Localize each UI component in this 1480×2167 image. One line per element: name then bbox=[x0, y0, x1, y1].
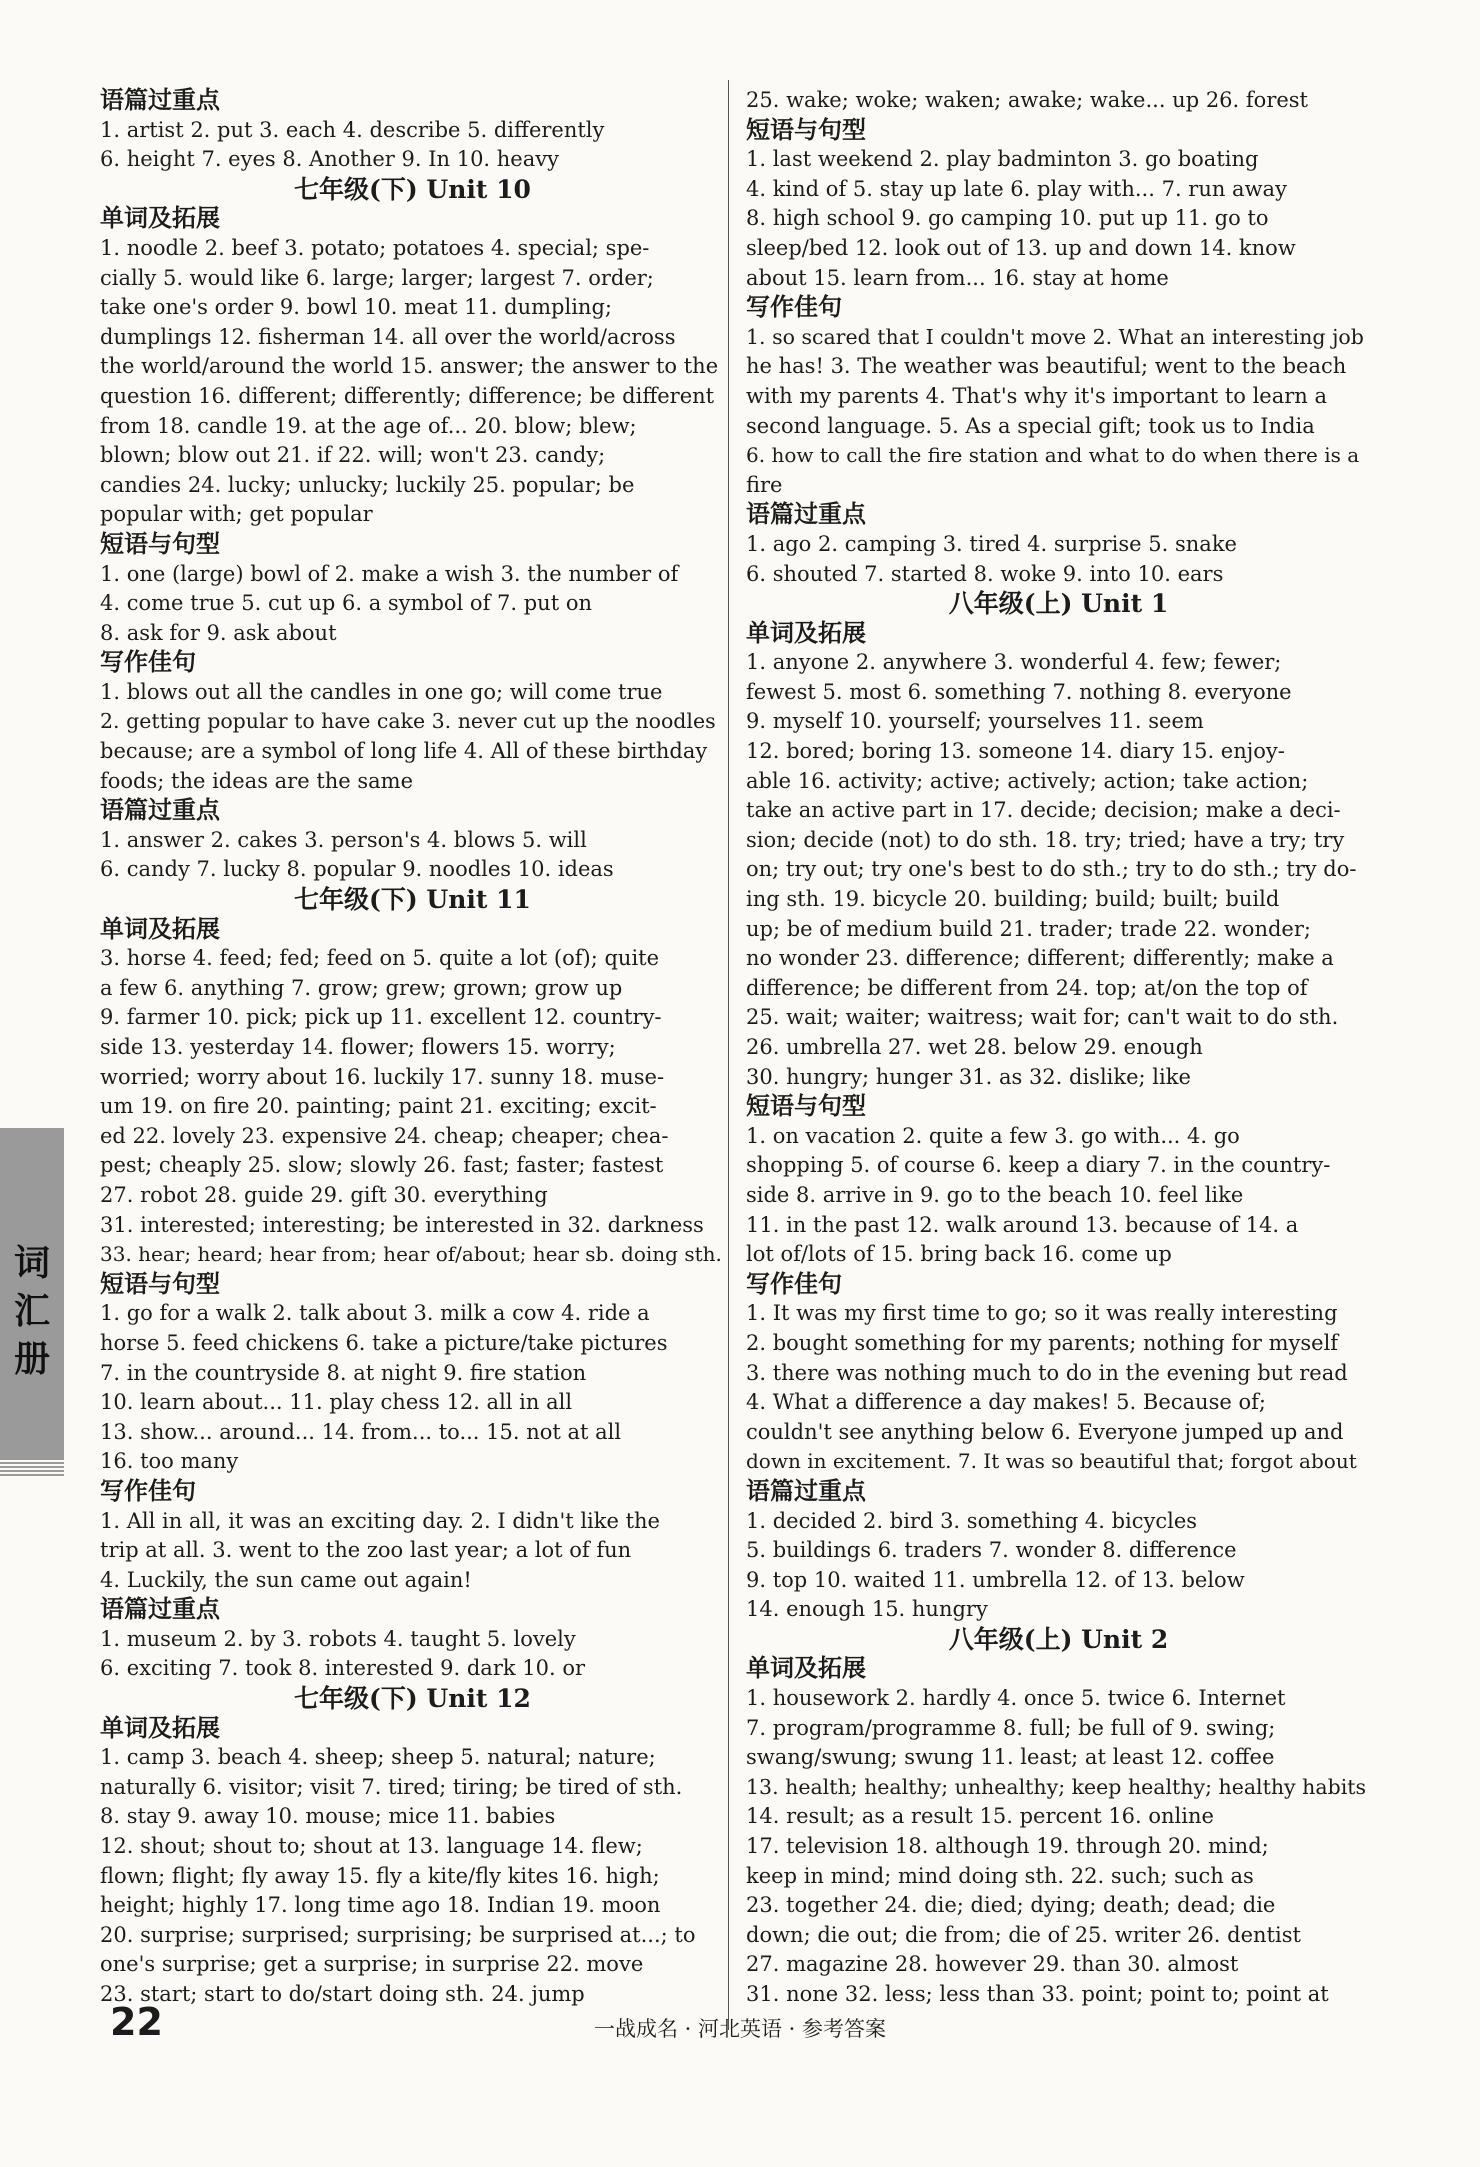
answer-line: 4. Luckily, the sun came out again! bbox=[100, 1567, 472, 1592]
answer-line: second language. 5. As a special gift; took us to India bbox=[746, 413, 1315, 438]
answer-line: 2. bought something for my parents; nothing for myself bbox=[746, 1330, 1339, 1355]
answer-line: lot of/lots of 15. bring back 16. come up bbox=[746, 1242, 1172, 1267]
answer-line: naturally 6. visitor; visit 7. tired; tiring; be tired of sth. bbox=[100, 1774, 683, 1799]
answer-line: 31. interested; interesting; be interested in 32. darkness bbox=[100, 1212, 704, 1237]
answer-line: pest; cheaply 25. slow; slowly 26. fast; faster; fastest bbox=[100, 1153, 664, 1178]
answer-line: 1. housework 2. hardly 4. once 5. twice 6. Internet bbox=[746, 1686, 1286, 1711]
section-heading: 写作佳句 bbox=[100, 1476, 196, 1505]
answer-line: side 13. yesterday 14. flower; flowers 15. worry; bbox=[100, 1035, 616, 1059]
answer-line: 25. wait; waiter; waitress; wait for; can't wait to do sth. bbox=[746, 1005, 1339, 1030]
answer-line: 6. exciting 7. took 8. interested 9. dark 10. or bbox=[100, 1656, 586, 1681]
answer-line: 9. farmer 10. pick; pick up 11. excellent 12. country- bbox=[100, 1005, 662, 1030]
answer-line: 14. enough 15. hungry bbox=[746, 1597, 988, 1622]
answer-line: 1. ago 2. camping 3. tired 4. surprise 5. snake bbox=[746, 531, 1237, 556]
answer-line: able 16. activity; active; actively; action; take action; bbox=[746, 768, 1309, 793]
answer-line: 8. stay 9. away 10. mouse; mice 11. babies bbox=[100, 1804, 556, 1829]
answer-line: shopping 5. of course 6. keep a diary 7. in the country- bbox=[746, 1153, 1331, 1178]
answer-line: trip at all. 3. went to the zoo last year; a lot of fun bbox=[100, 1538, 632, 1563]
section-heading: 写作佳句 bbox=[746, 1269, 842, 1298]
answer-line: 1. museum 2. by 3. robots 4. taught 5. lovely bbox=[100, 1626, 576, 1651]
section-heading: 短语与句型 bbox=[100, 529, 220, 558]
answer-line: 6. shouted 7. started 8. woke 9. into 10. ears bbox=[746, 561, 1224, 586]
answer-line: 26. umbrella 27. wet 28. below 29. enough bbox=[746, 1035, 1203, 1059]
left-column bbox=[100, 86, 725, 2010]
answer-line: 1. on vacation 2. quite a few 3. go with... 4. go bbox=[746, 1123, 1240, 1148]
answer-line: 1. artist 2. put 3. each 4. describe 5. differently bbox=[100, 117, 605, 142]
answer-line: down in excitement. 7. It was so beautiful that; forgot about bbox=[746, 1449, 1357, 1474]
section-heading: 语篇过重点 bbox=[100, 1595, 220, 1624]
answer-line: no wonder 23. difference; different; differently; make a bbox=[746, 946, 1334, 971]
answer-line: couldn't see anything below 6. Everyone jumped up and bbox=[746, 1419, 1344, 1444]
answer-line: fire bbox=[746, 472, 783, 497]
answer-line: down; die out; die from; die of 25. writer 26. dentist bbox=[746, 1922, 1301, 1947]
section-heading: 语篇过重点 bbox=[100, 796, 220, 825]
column-divider bbox=[728, 80, 729, 2030]
answer-line: 1. decided 2. bird 3. something 4. bicycles bbox=[746, 1508, 1198, 1533]
answer-line: fewest 5. most 6. something 7. nothing 8. everyone bbox=[746, 679, 1292, 704]
answer-line: one's surprise; get a surprise; in surprise 22. move bbox=[100, 1952, 644, 1977]
answer-line: 7. in the countryside 8. at night 9. fire station bbox=[100, 1360, 587, 1385]
answer-line: from 18. candle 19. at the age of... 20. blow; blew; bbox=[100, 413, 637, 438]
section-heading: 语篇过重点 bbox=[746, 1476, 866, 1505]
answer-line: 4. come true 5. cut up 6. a symbol of 7. put on bbox=[100, 591, 592, 616]
answer-line: 27. robot 28. guide 29. gift 30. everything bbox=[100, 1182, 548, 1207]
answer-line: worried; worry about 16. luckily 17. sunny 18. muse- bbox=[100, 1064, 665, 1089]
answer-line: 9. top 10. waited 11. umbrella 12. of 13. below bbox=[746, 1567, 1245, 1592]
answer-line: 1. so scared that I couldn't move 2. What an interesting job bbox=[746, 324, 1364, 349]
answer-line: 3. there was nothing much to do in the evening but read bbox=[746, 1360, 1348, 1385]
section-heading: 单词及拓展 bbox=[746, 1654, 866, 1683]
answer-line: 14. result; as a result 15. percent 16. online bbox=[746, 1804, 1214, 1829]
answer-line: up; be of medium build 21. trader; trade 22. wonder; bbox=[746, 916, 1311, 941]
answer-line: question 16. different; differently; difference; be different bbox=[100, 383, 715, 408]
page-number: 22 bbox=[110, 2000, 163, 2044]
answer-line: cially 5. would like 6. large; larger; largest 7. order; bbox=[100, 265, 654, 290]
side-tab-stripes bbox=[0, 1458, 64, 1476]
answer-line: because; are a symbol of long life 4. All of these birthday bbox=[100, 739, 708, 764]
section-heading: 单词及拓展 bbox=[746, 618, 866, 647]
section-heading: 单词及拓展 bbox=[100, 204, 220, 233]
answer-line: 20. surprise; surprised; surprising; be surprised at...; to bbox=[100, 1922, 696, 1947]
answer-line: about 15. learn from... 16. stay at home bbox=[746, 265, 1169, 290]
answer-line: 12. shout; shout to; shout at 13. language 14. flew; bbox=[100, 1834, 643, 1859]
section-heading: 语篇过重点 bbox=[746, 500, 866, 529]
answer-line: 17. television 18. although 19. through 20. mind; bbox=[746, 1834, 1269, 1859]
unit-title: 七年级(下) Unit 11 bbox=[294, 885, 531, 915]
answer-line: ing sth. 19. bicycle 20. building; build; built; build bbox=[746, 887, 1280, 912]
answer-line: 11. in the past 12. walk around 13. because of 14. a bbox=[746, 1212, 1299, 1237]
answer-line: a few 6. anything 7. grow; grew; grown; grow up bbox=[100, 975, 623, 1000]
answer-line: 1. camp 3. beach 4. sheep; sheep 5. natural; nature; bbox=[100, 1745, 656, 1770]
answer-line: keep in mind; mind doing sth. 22. such; such as bbox=[746, 1863, 1254, 1888]
answer-line: 1. anyone 2. anywhere 3. wonderful 4. few; fewer; bbox=[746, 650, 1282, 675]
section-heading: 短语与句型 bbox=[746, 1092, 866, 1121]
answer-line: 33. hear; heard; hear from; hear of/about; hear sb. doing sth. bbox=[100, 1242, 722, 1267]
answer-line: 23. together 24. die; died; dying; death; dead; die bbox=[746, 1893, 1276, 1918]
answer-line: 13. health; healthy; unhealthy; keep healthy; healthy habits bbox=[746, 1774, 1367, 1799]
answer-line: foods; the ideas are the same bbox=[100, 768, 414, 793]
answer-line: horse 5. feed chickens 6. take a picture/take pictures bbox=[100, 1330, 668, 1355]
answer-line: 31. none 32. less; less than 33. point; point to; point at bbox=[746, 1982, 1329, 2006]
answer-line: take an active part in 17. decide; decision; make a deci- bbox=[746, 798, 1341, 823]
answer-line: swang/swung; swung 11. least; at least 12. coffee bbox=[746, 1745, 1275, 1770]
answer-line: the world/around the world 15. answer; the answer to the bbox=[100, 354, 719, 379]
answer-line: 13. show... around... 14. from... to... 15. not at all bbox=[100, 1419, 622, 1444]
answer-line: difference; be different from 24. top; at/on the top of bbox=[746, 975, 1308, 1000]
answer-line: 6. height 7. eyes 8. Another 9. In 10. heavy bbox=[100, 147, 559, 172]
answer-line: 8. ask for 9. ask about bbox=[100, 620, 337, 645]
answer-line: 6. candy 7. lucky 8. popular 9. noodles 10. ideas bbox=[100, 857, 614, 882]
answer-line: 25. wake; woke; waken; awake; wake... up 26. forest bbox=[746, 88, 1308, 112]
answer-line: candies 24. lucky; unlucky; luckily 25. popular; be bbox=[100, 472, 635, 497]
section-heading: 单词及拓展 bbox=[100, 914, 220, 943]
answer-line: 1. answer 2. cakes 3. person's 4. blows 5. will bbox=[100, 827, 587, 852]
answer-line: 2. getting popular to have cake 3. never cut up the noodles bbox=[100, 709, 716, 734]
answer-line: 5. buildings 6. traders 7. wonder 8. difference bbox=[746, 1538, 1237, 1563]
side-tab-char: 汇 bbox=[13, 1291, 50, 1332]
answer-line: 1. noodle 2. beef 3. potato; potatoes 4. special; spe- bbox=[100, 235, 650, 260]
answer-line: 16. too many bbox=[100, 1449, 239, 1474]
footer: 一战成名 · 河北英语 · 参考答案 bbox=[593, 2017, 887, 2041]
answer-line: he has! 3. The weather was beautiful; went to the beach bbox=[746, 354, 1347, 379]
answer-line: 4. kind of 5. stay up late 6. play with... 7. run away bbox=[746, 176, 1287, 201]
answer-line: height; highly 17. long time ago 18. Indian 19. moon bbox=[100, 1893, 661, 1918]
answer-line: 1. All in all, it was an exciting day. 2. I didn't like the bbox=[100, 1508, 660, 1533]
section-heading: 短语与句型 bbox=[746, 115, 866, 144]
answer-line: 8. high school 9. go camping 10. put up 11. go to bbox=[746, 206, 1269, 231]
answer-line: 10. learn about... 11. play chess 12. all in all bbox=[100, 1390, 573, 1415]
unit-title: 七年级(下) Unit 12 bbox=[294, 1684, 531, 1714]
answer-line: 1. go for a walk 2. talk about 3. milk a cow 4. ride a bbox=[100, 1301, 650, 1326]
answer-line: on; try out; try one's best to do sth.; try to do sth.; try do- bbox=[746, 857, 1357, 882]
answer-line: side 8. arrive in 9. go to the beach 10. feel like bbox=[746, 1182, 1244, 1207]
unit-title: 八年级(上) Unit 1 bbox=[948, 589, 1169, 619]
answer-line: popular with; get popular bbox=[100, 502, 373, 527]
section-heading: 写作佳句 bbox=[100, 648, 196, 677]
answer-line: 27. magazine 28. however 29. than 30. almost bbox=[746, 1952, 1239, 1977]
answer-line: 3. horse 4. feed; fed; feed on 5. quite a lot (of); quite bbox=[100, 946, 660, 971]
answer-line: 23. start; start to do/start doing sth. 24. jump bbox=[100, 1982, 585, 2006]
answer-line: with my parents 4. That's why it's important to learn a bbox=[746, 383, 1328, 408]
side-tab-char: 词 bbox=[13, 1243, 50, 1284]
section-heading: 语篇过重点 bbox=[100, 86, 220, 114]
answer-line: ed 22. lovely 23. expensive 24. cheap; cheaper; chea- bbox=[100, 1123, 669, 1148]
side-tab-label bbox=[0, 1240, 64, 1384]
answer-line: blown; blow out 21. if 22. will; won't 23. candy; bbox=[100, 443, 606, 468]
section-heading: 写作佳句 bbox=[746, 293, 842, 322]
section-heading: 短语与句型 bbox=[100, 1269, 220, 1298]
answer-line: dumplings 12. fisherman 14. all over the world/across bbox=[100, 324, 676, 349]
answer-line: 1. blows out all the candles in one go; will come true bbox=[100, 679, 663, 704]
answer-line: um 19. on fire 20. painting; paint 21. exciting; excit- bbox=[100, 1094, 657, 1119]
answer-line: 9. myself 10. yourself; yourselves 11. seem bbox=[746, 709, 1204, 734]
unit-title: 七年级(下) Unit 10 bbox=[294, 174, 531, 204]
answer-line: flown; flight; fly away 15. fly a kite/fly kites 16. high; bbox=[100, 1863, 660, 1888]
answer-line: 12. bored; boring 13. someone 14. diary 15. enjoy- bbox=[746, 739, 1285, 764]
answer-line: 30. hungry; hunger 31. as 32. dislike; like bbox=[746, 1064, 1191, 1089]
answer-line: 1. last weekend 2. play badminton 3. go boating bbox=[746, 147, 1259, 172]
section-heading: 单词及拓展 bbox=[100, 1713, 220, 1742]
side-tab-char: 册 bbox=[13, 1339, 50, 1380]
answer-line: 7. program/programme 8. full; be full of 9. swing; bbox=[746, 1715, 1276, 1740]
answer-line: 1. It was my first time to go; so it was really interesting bbox=[746, 1301, 1338, 1326]
answer-line: sleep/bed 12. look out of 13. up and down 14. know bbox=[746, 235, 1296, 260]
answer-line: 4. What a difference a day makes! 5. Because of; bbox=[746, 1390, 1266, 1415]
answer-line: sion; decide (not) to do sth. 18. try; tried; have a try; try bbox=[746, 827, 1345, 852]
unit-title: 八年级(上) Unit 2 bbox=[948, 1624, 1169, 1654]
answer-line: 1. one (large) bowl of 2. make a wish 3. the number of bbox=[100, 561, 679, 586]
answer-line: 6. how to call the fire station and what to do when there is a bbox=[746, 443, 1360, 468]
answer-line: take one's order 9. bowl 10. meat 11. dumpling; bbox=[100, 295, 612, 320]
right-column bbox=[746, 86, 1371, 2010]
